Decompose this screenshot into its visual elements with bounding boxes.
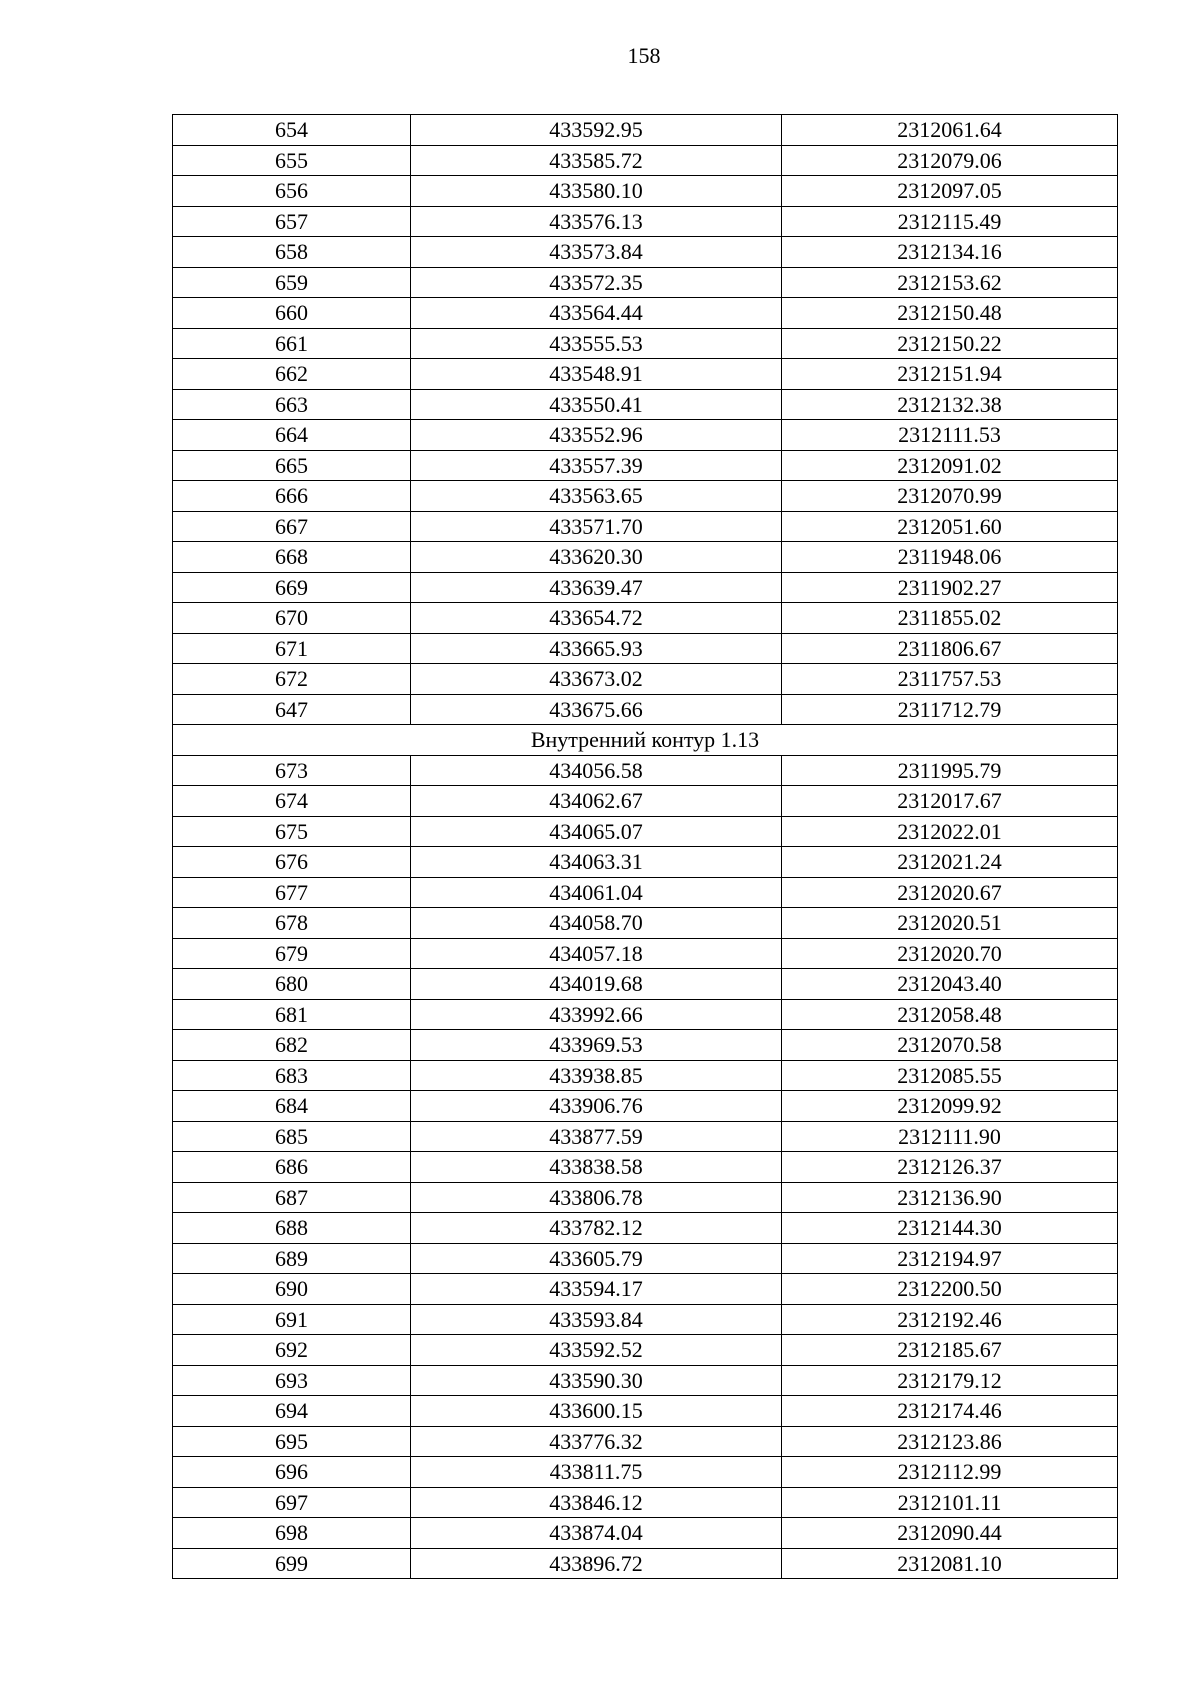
x-coordinate-cell: 433776.32 (411, 1426, 782, 1457)
x-coordinate-cell: 433838.58 (411, 1152, 782, 1183)
x-coordinate-cell: 433654.72 (411, 603, 782, 634)
point-number-cell: 674 (173, 786, 411, 817)
x-coordinate-cell: 433992.66 (411, 999, 782, 1030)
point-number-cell: 667 (173, 511, 411, 542)
x-coordinate-cell: 434061.04 (411, 877, 782, 908)
coordinates-table-body (173, 115, 1118, 1579)
table-row (173, 938, 1118, 969)
y-coordinate-cell: 2312150.22 (782, 328, 1118, 359)
y-coordinate-cell: 2312091.02 (782, 450, 1118, 481)
point-number-cell: 689 (173, 1243, 411, 1274)
table-row (173, 237, 1118, 268)
table-row (173, 1243, 1118, 1274)
y-coordinate-cell: 2312101.11 (782, 1487, 1118, 1518)
table-row (173, 298, 1118, 329)
table-row (173, 1457, 1118, 1488)
table-row (173, 877, 1118, 908)
x-coordinate-cell: 433576.13 (411, 206, 782, 237)
table-row (173, 328, 1118, 359)
y-coordinate-cell: 2312150.48 (782, 298, 1118, 329)
point-number-cell: 671 (173, 633, 411, 664)
x-coordinate-cell: 434062.67 (411, 786, 782, 817)
point-number-cell: 655 (173, 145, 411, 176)
x-coordinate-cell: 433782.12 (411, 1213, 782, 1244)
x-coordinate-cell: 433552.96 (411, 420, 782, 451)
y-coordinate-cell: 2312017.67 (782, 786, 1118, 817)
point-number-cell: 659 (173, 267, 411, 298)
table-row (173, 572, 1118, 603)
x-coordinate-cell: 433563.65 (411, 481, 782, 512)
y-coordinate-cell: 2311757.53 (782, 664, 1118, 695)
point-number-cell: 680 (173, 969, 411, 1000)
table-row (173, 755, 1118, 786)
table-row (173, 603, 1118, 634)
y-coordinate-cell: 2312090.44 (782, 1518, 1118, 1549)
table-row (173, 1548, 1118, 1579)
y-coordinate-cell: 2311712.79 (782, 694, 1118, 725)
y-coordinate-cell: 2312051.60 (782, 511, 1118, 542)
y-coordinate-cell: 2312112.99 (782, 1457, 1118, 1488)
y-coordinate-cell: 2311948.06 (782, 542, 1118, 573)
table-row (173, 1487, 1118, 1518)
point-number-cell: 685 (173, 1121, 411, 1152)
y-coordinate-cell: 2312136.90 (782, 1182, 1118, 1213)
x-coordinate-cell: 434056.58 (411, 755, 782, 786)
y-coordinate-cell: 2311855.02 (782, 603, 1118, 634)
y-coordinate-cell: 2312070.58 (782, 1030, 1118, 1061)
point-number-cell: 664 (173, 420, 411, 451)
point-number-cell: 654 (173, 115, 411, 146)
point-number-cell: 656 (173, 176, 411, 207)
x-coordinate-cell: 434058.70 (411, 908, 782, 939)
x-coordinate-cell: 433555.53 (411, 328, 782, 359)
table-row (173, 420, 1118, 451)
point-number-cell: 699 (173, 1548, 411, 1579)
point-number-cell: 681 (173, 999, 411, 1030)
x-coordinate-cell: 433600.15 (411, 1396, 782, 1427)
y-coordinate-cell: 2312192.46 (782, 1304, 1118, 1335)
x-coordinate-cell: 433605.79 (411, 1243, 782, 1274)
y-coordinate-cell: 2312132.38 (782, 389, 1118, 420)
point-number-cell: 688 (173, 1213, 411, 1244)
point-number-cell: 665 (173, 450, 411, 481)
y-coordinate-cell: 2312111.90 (782, 1121, 1118, 1152)
x-coordinate-cell: 433572.35 (411, 267, 782, 298)
table-row (173, 1396, 1118, 1427)
x-coordinate-cell: 433592.52 (411, 1335, 782, 1366)
x-coordinate-cell: 433675.66 (411, 694, 782, 725)
point-number-cell: 698 (173, 1518, 411, 1549)
table-row (173, 359, 1118, 390)
section-title: Внутренний контур 1.13 (173, 725, 1118, 756)
x-coordinate-cell: 433806.78 (411, 1182, 782, 1213)
point-number-cell: 676 (173, 847, 411, 878)
point-number-cell: 691 (173, 1304, 411, 1335)
x-coordinate-cell: 433877.59 (411, 1121, 782, 1152)
x-coordinate-cell: 434065.07 (411, 816, 782, 847)
y-coordinate-cell: 2312123.86 (782, 1426, 1118, 1457)
point-number-cell: 666 (173, 481, 411, 512)
y-coordinate-cell: 2312194.97 (782, 1243, 1118, 1274)
point-number-cell: 658 (173, 237, 411, 268)
x-coordinate-cell: 433571.70 (411, 511, 782, 542)
point-number-cell: 673 (173, 755, 411, 786)
y-coordinate-cell: 2312134.16 (782, 237, 1118, 268)
x-coordinate-cell: 433639.47 (411, 572, 782, 603)
y-coordinate-cell: 2312020.70 (782, 938, 1118, 969)
x-coordinate-cell: 433874.04 (411, 1518, 782, 1549)
table-row (173, 969, 1118, 1000)
y-coordinate-cell: 2312099.92 (782, 1091, 1118, 1122)
y-coordinate-cell: 2312111.53 (782, 420, 1118, 451)
y-coordinate-cell: 2312144.30 (782, 1213, 1118, 1244)
table-row (173, 1121, 1118, 1152)
point-number-cell: 662 (173, 359, 411, 390)
table-row (173, 1213, 1118, 1244)
table-row (173, 542, 1118, 573)
table-row (173, 999, 1118, 1030)
x-coordinate-cell: 433665.93 (411, 633, 782, 664)
point-number-cell: 663 (173, 389, 411, 420)
y-coordinate-cell: 2312174.46 (782, 1396, 1118, 1427)
x-coordinate-cell: 433590.30 (411, 1365, 782, 1396)
table-row (173, 1518, 1118, 1549)
table-row (173, 145, 1118, 176)
x-coordinate-cell: 433594.17 (411, 1274, 782, 1305)
point-number-cell: 675 (173, 816, 411, 847)
y-coordinate-cell: 2312022.01 (782, 816, 1118, 847)
point-number-cell: 694 (173, 1396, 411, 1427)
y-coordinate-cell: 2312081.10 (782, 1548, 1118, 1579)
point-number-cell: 695 (173, 1426, 411, 1457)
table-row (173, 664, 1118, 695)
table-row (173, 511, 1118, 542)
table-row (173, 1304, 1118, 1335)
table-row (173, 206, 1118, 237)
point-number-cell: 647 (173, 694, 411, 725)
point-number-cell: 687 (173, 1182, 411, 1213)
table-row (173, 267, 1118, 298)
y-coordinate-cell: 2312200.50 (782, 1274, 1118, 1305)
coordinates-table (172, 114, 1118, 1579)
table-row (173, 1182, 1118, 1213)
y-coordinate-cell: 2312021.24 (782, 847, 1118, 878)
y-coordinate-cell: 2312151.94 (782, 359, 1118, 390)
table-row (173, 633, 1118, 664)
y-coordinate-cell: 2312070.99 (782, 481, 1118, 512)
x-coordinate-cell: 433969.53 (411, 1030, 782, 1061)
point-number-cell: 679 (173, 938, 411, 969)
x-coordinate-cell: 433585.72 (411, 145, 782, 176)
x-coordinate-cell: 433550.41 (411, 389, 782, 420)
point-number-cell: 670 (173, 603, 411, 634)
x-coordinate-cell: 433557.39 (411, 450, 782, 481)
x-coordinate-cell: 433906.76 (411, 1091, 782, 1122)
x-coordinate-cell: 433573.84 (411, 237, 782, 268)
table-row (173, 908, 1118, 939)
x-coordinate-cell: 434063.31 (411, 847, 782, 878)
x-coordinate-cell: 433896.72 (411, 1548, 782, 1579)
table-row (173, 1335, 1118, 1366)
table-row (173, 481, 1118, 512)
x-coordinate-cell: 433548.91 (411, 359, 782, 390)
y-coordinate-cell: 2311902.27 (782, 572, 1118, 603)
point-number-cell: 684 (173, 1091, 411, 1122)
y-coordinate-cell: 2312020.51 (782, 908, 1118, 939)
table-row (173, 847, 1118, 878)
point-number-cell: 682 (173, 1030, 411, 1061)
y-coordinate-cell: 2312126.37 (782, 1152, 1118, 1183)
x-coordinate-cell: 433564.44 (411, 298, 782, 329)
table-row (173, 176, 1118, 207)
point-number-cell: 660 (173, 298, 411, 329)
point-number-cell: 668 (173, 542, 411, 573)
table-row (173, 1060, 1118, 1091)
y-coordinate-cell: 2312085.55 (782, 1060, 1118, 1091)
point-number-cell: 697 (173, 1487, 411, 1518)
table-row (173, 1091, 1118, 1122)
x-coordinate-cell: 434019.68 (411, 969, 782, 1000)
point-number-cell: 690 (173, 1274, 411, 1305)
table-row (173, 1365, 1118, 1396)
point-number-cell: 693 (173, 1365, 411, 1396)
table-row (173, 1152, 1118, 1183)
x-coordinate-cell: 433593.84 (411, 1304, 782, 1335)
table-row (173, 389, 1118, 420)
y-coordinate-cell: 2312043.40 (782, 969, 1118, 1000)
point-number-cell: 661 (173, 328, 411, 359)
table-row (173, 786, 1118, 817)
point-number-cell: 692 (173, 1335, 411, 1366)
point-number-cell: 672 (173, 664, 411, 695)
y-coordinate-cell: 2312179.12 (782, 1365, 1118, 1396)
x-coordinate-cell: 434057.18 (411, 938, 782, 969)
table-row (173, 115, 1118, 146)
x-coordinate-cell: 433592.95 (411, 115, 782, 146)
point-number-cell: 657 (173, 206, 411, 237)
y-coordinate-cell: 2312061.64 (782, 115, 1118, 146)
point-number-cell: 683 (173, 1060, 411, 1091)
y-coordinate-cell: 2312079.06 (782, 145, 1118, 176)
table-row (173, 1426, 1118, 1457)
point-number-cell: 696 (173, 1457, 411, 1488)
x-coordinate-cell: 433938.85 (411, 1060, 782, 1091)
y-coordinate-cell: 2312020.67 (782, 877, 1118, 908)
table-row (173, 1274, 1118, 1305)
y-coordinate-cell: 2312058.48 (782, 999, 1118, 1030)
y-coordinate-cell: 2312153.62 (782, 267, 1118, 298)
x-coordinate-cell: 433580.10 (411, 176, 782, 207)
point-number-cell: 677 (173, 877, 411, 908)
y-coordinate-cell: 2312185.67 (782, 1335, 1118, 1366)
point-number-cell: 678 (173, 908, 411, 939)
x-coordinate-cell: 433811.75 (411, 1457, 782, 1488)
y-coordinate-cell: 2312097.05 (782, 176, 1118, 207)
table-row (173, 694, 1118, 725)
section-row (173, 725, 1118, 756)
table-row (173, 816, 1118, 847)
table-row (173, 1030, 1118, 1061)
y-coordinate-cell: 2311806.67 (782, 633, 1118, 664)
y-coordinate-cell: 2311995.79 (782, 755, 1118, 786)
point-number-cell: 669 (173, 572, 411, 603)
x-coordinate-cell: 433846.12 (411, 1487, 782, 1518)
table-row (173, 450, 1118, 481)
x-coordinate-cell: 433673.02 (411, 664, 782, 695)
x-coordinate-cell: 433620.30 (411, 542, 782, 573)
point-number-cell: 686 (173, 1152, 411, 1183)
page-number: 158 (627, 43, 661, 68)
y-coordinate-cell: 2312115.49 (782, 206, 1118, 237)
